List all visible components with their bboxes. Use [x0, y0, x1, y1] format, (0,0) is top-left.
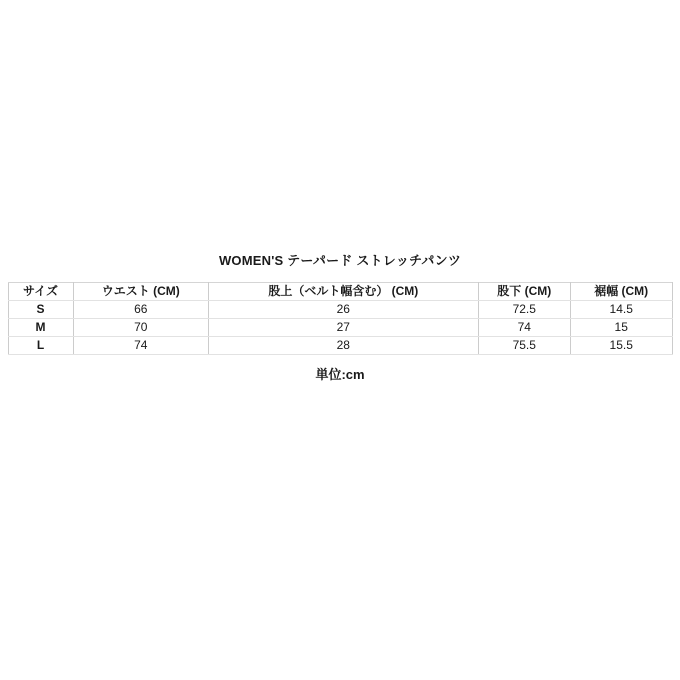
table-row [8, 337, 672, 355]
rise-value-cell: 26 [209, 301, 479, 319]
rise-value-cell: 28 [209, 337, 479, 355]
waist-value-cell: 70 [73, 319, 208, 337]
column-header-size: サイズ [8, 283, 73, 301]
inseam-value-cell: 75.5 [478, 337, 570, 355]
inseam-value-cell: 72.5 [478, 301, 570, 319]
waist-value-cell: 74 [73, 337, 208, 355]
unit-note: 単位:cm [315, 367, 365, 382]
hem-value-cell: 15 [570, 319, 672, 337]
size-chart-table [8, 282, 673, 355]
inseam-value-cell: 74 [478, 319, 570, 337]
table-header-row [8, 283, 672, 301]
hem-value-cell: 14.5 [570, 301, 672, 319]
table-row [8, 301, 672, 319]
size-chart-content [0, 253, 680, 383]
table-row [8, 319, 672, 337]
size-cell: S [8, 301, 73, 319]
rise-value-cell: 27 [209, 319, 479, 337]
size-cell: L [8, 337, 73, 355]
size-cell: M [8, 319, 73, 337]
product-title: WOMEN'S テーパード ストレッチパンツ [218, 253, 462, 268]
hem-value-cell: 15.5 [570, 337, 672, 355]
column-header-inseam: 股下 (CM) [478, 283, 570, 301]
column-header-hem: 裾幅 (CM) [570, 283, 672, 301]
column-header-rise: 股上（ベルト幅含む） (CM) [209, 283, 479, 301]
column-header-waist: ウエスト (CM) [73, 283, 208, 301]
waist-value-cell: 66 [73, 301, 208, 319]
